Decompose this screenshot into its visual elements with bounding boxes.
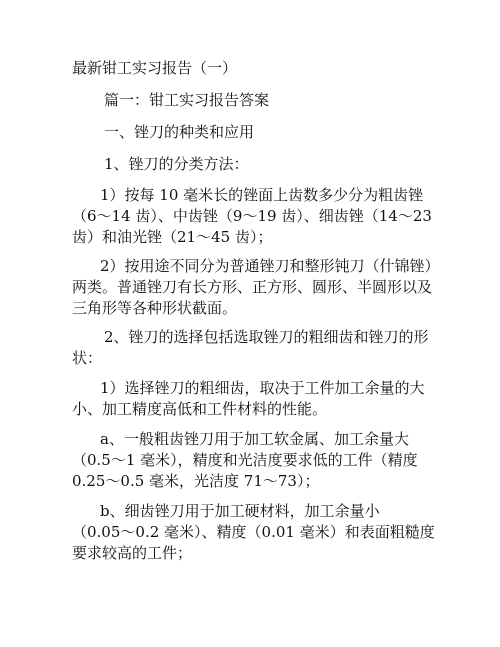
paragraph-line: （6～14 齿）、中齿锉（9～19 齿）、细齿锉（14～23 [72,207,432,225]
section-heading: 一、锉刀的种类和应用 [104,123,255,141]
document-title: 最新钳工实习报告（一） [72,59,238,77]
paragraph-line: （0.5～1 毫米），精度和光洁度要求低的工件（精度 [72,451,418,469]
paragraph-line: 0.25～0.5 毫米，光洁度 71～73）； [72,472,320,490]
paragraph-line: 齿）和油光锉（21～45 齿）； [72,228,273,246]
paragraph-line: （0.05～0.2 毫米）、精度（0.01 毫米）和表面粗糙度 [72,523,435,541]
paragraph-line: 三角形等各种形状截面。 [72,299,238,317]
paragraph-line: 两类。普通锉刀有长方形、正方形、圆形、半圆形以及 [72,278,433,296]
paragraph-line: 要求较高的工件； [72,544,193,562]
paragraph-line: a、一般粗齿锉刀用于加工软金属、加工余量大 [100,430,409,448]
paragraph-line: 小、加工精度高低和工件材料的性能。 [72,400,328,418]
paragraph-line: 1）按每 10 毫米长的锉面上齿数多少分为粗齿锉 [100,186,424,204]
item-heading: 2、锉刀的选择包括选取锉刀的粗细齿和锉刀的形 [104,328,429,346]
paragraph-line: 2）按用途不同分为普通锉刀和整形钝刀（什锦锉） [100,257,440,275]
item-heading: 1、锉刀的分类方法： [104,155,249,173]
paragraph-line: b、细齿锉刀用于加工硬材料，加工余量小 [100,502,380,520]
paragraph-line: 1）选择锉刀的粗细齿，取决于工件加工余量的大 [100,379,425,397]
item-heading: 状： [72,349,103,367]
document-subtitle: 篇一：钳工实习报告答案 [104,91,270,109]
